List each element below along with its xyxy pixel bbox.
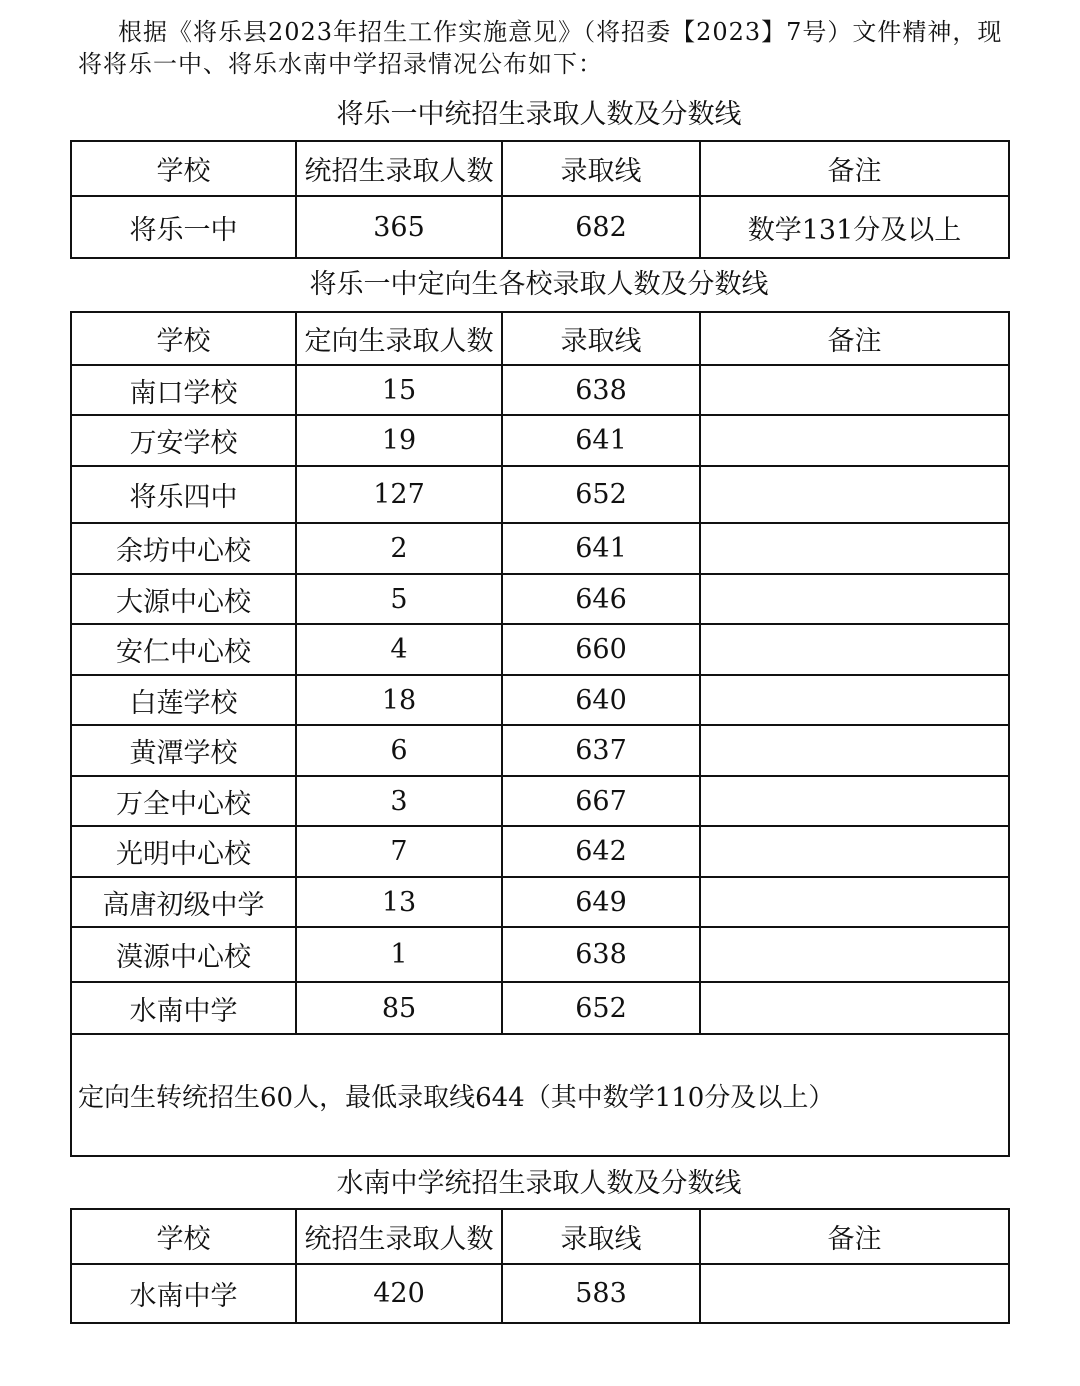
cell-school: 白莲学校 [71, 675, 296, 725]
header-school: 学校 [71, 312, 296, 365]
table-row [71, 675, 1009, 725]
cell-count: 127 [296, 466, 502, 523]
table-header-row [71, 1209, 1009, 1264]
table-row [71, 877, 1009, 927]
cell-note [700, 365, 1009, 415]
table-row [71, 574, 1009, 624]
cell-score: 638 [502, 927, 700, 982]
table-row [71, 1264, 1009, 1323]
cell-score: 638 [502, 365, 700, 415]
cell-school: 余坊中心校 [71, 523, 296, 574]
cell-count: 5 [296, 574, 502, 624]
cell-score: 660 [502, 624, 700, 675]
cell-note [700, 776, 1009, 826]
cell-count: 3 [296, 776, 502, 826]
cell-count: 365 [296, 196, 502, 258]
cell-note [700, 982, 1009, 1034]
cell-school: 水南中学 [71, 1264, 296, 1323]
cell-note [700, 877, 1009, 927]
section1-table [70, 140, 1010, 259]
cell-school: 将乐四中 [71, 466, 296, 523]
table-row [71, 415, 1009, 466]
cell-score: 649 [502, 877, 700, 927]
cell-note [700, 826, 1009, 877]
cell-school: 将乐一中 [71, 196, 296, 258]
cell-school: 南口学校 [71, 365, 296, 415]
cell-score: 641 [502, 415, 700, 466]
cell-note [700, 927, 1009, 982]
cell-count: 18 [296, 675, 502, 725]
section3-table [70, 1208, 1010, 1324]
cell-count: 6 [296, 725, 502, 776]
section3-title: 水南中学统招生录取人数及分数线 [336, 1168, 742, 1199]
cell-school: 水南中学 [71, 982, 296, 1034]
cell-score: 667 [502, 776, 700, 826]
table-row [71, 196, 1009, 258]
cell-note: 数学131分及以上 [700, 196, 1009, 258]
cell-count: 13 [296, 877, 502, 927]
cell-score: 583 [502, 1264, 700, 1323]
cell-school: 高唐初级中学 [71, 877, 296, 927]
section2-title: 将乐一中定向生各校录取人数及分数线 [309, 269, 769, 300]
cell-count: 19 [296, 415, 502, 466]
cell-count: 420 [296, 1264, 502, 1323]
cell-note [700, 624, 1009, 675]
header-note: 备注 [700, 1209, 1009, 1264]
intro-line-2: 将将乐一中、将乐水南中学招录情况公布如下： [78, 50, 603, 78]
header-note: 备注 [700, 312, 1009, 365]
section1-title: 将乐一中统招生录取人数及分数线 [336, 99, 742, 130]
cell-count: 85 [296, 982, 502, 1034]
cell-school: 漠源中心校 [71, 927, 296, 982]
cell-school: 万安学校 [71, 415, 296, 466]
cell-score: 640 [502, 675, 700, 725]
cell-school: 安仁中心校 [71, 624, 296, 675]
cell-school: 大源中心校 [71, 574, 296, 624]
intro-paragraph [78, 16, 1008, 80]
table-header-row [71, 141, 1009, 196]
section2-table [70, 311, 1010, 1157]
table-row [71, 523, 1009, 574]
cell-score: 652 [502, 982, 700, 1034]
cell-note [700, 574, 1009, 624]
cell-note [700, 415, 1009, 466]
table-row [71, 927, 1009, 982]
cell-note [700, 1264, 1009, 1323]
cell-count: 15 [296, 365, 502, 415]
cell-score: 642 [502, 826, 700, 877]
header-note: 备注 [700, 141, 1009, 196]
cell-score: 682 [502, 196, 700, 258]
cell-school: 光明中心校 [71, 826, 296, 877]
header-score: 录取线 [502, 1209, 700, 1264]
header-score: 录取线 [502, 312, 700, 365]
cell-score: 641 [502, 523, 700, 574]
cell-school: 万全中心校 [71, 776, 296, 826]
table-row [71, 725, 1009, 776]
cell-score: 637 [502, 725, 700, 776]
footnote-row [71, 1034, 1009, 1156]
header-school: 学校 [71, 141, 296, 196]
cell-note [700, 523, 1009, 574]
cell-count: 1 [296, 927, 502, 982]
table-row [71, 776, 1009, 826]
cell-note [700, 725, 1009, 776]
cell-school: 黄潭学校 [71, 725, 296, 776]
header-count: 统招生录取人数 [296, 141, 502, 196]
table-row [71, 466, 1009, 523]
table-row [71, 982, 1009, 1034]
footnote-cell: 定向生转统招生60人，最低录取线644（其中数学110分及以上） [71, 1034, 1009, 1156]
header-school: 学校 [71, 1209, 296, 1264]
table-row [71, 826, 1009, 877]
header-count: 统招生录取人数 [296, 1209, 502, 1264]
cell-note [700, 466, 1009, 523]
intro-line-1: 根据《将乐县2023年招生工作实施意见》（将招委【2023】7号）文件精神，现 [118, 18, 1003, 46]
cell-count: 4 [296, 624, 502, 675]
table-row [71, 365, 1009, 415]
cell-score: 646 [502, 574, 700, 624]
cell-score: 652 [502, 466, 700, 523]
cell-note [700, 675, 1009, 725]
table-row [71, 624, 1009, 675]
cell-count: 7 [296, 826, 502, 877]
header-score: 录取线 [502, 141, 700, 196]
table-header-row [71, 312, 1009, 365]
cell-count: 2 [296, 523, 502, 574]
header-count: 定向生录取人数 [296, 312, 502, 365]
